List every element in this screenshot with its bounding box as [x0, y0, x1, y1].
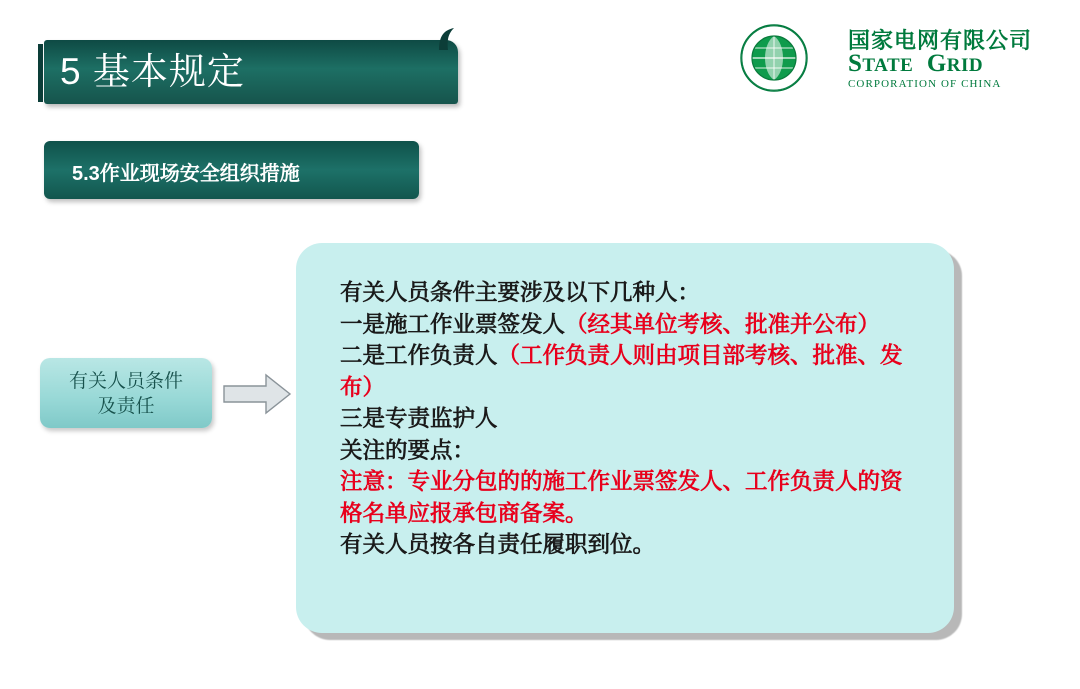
left-label-box	[40, 358, 212, 428]
page-curl-icon	[438, 28, 456, 50]
content-segment: 有关人员按各自责任履职到位。	[340, 532, 656, 557]
content-line	[340, 340, 910, 403]
logo-en-tate: TATE	[862, 55, 914, 76]
content-line	[340, 309, 910, 341]
logo-en-rid: RID	[946, 55, 984, 76]
content-panel	[296, 243, 954, 633]
content-line	[340, 466, 910, 529]
content-segment: 三是专责监护人	[340, 406, 498, 431]
content-line	[340, 403, 910, 435]
left-label-line-2: 及责任	[97, 396, 155, 417]
logo-en-s: S	[848, 50, 863, 77]
left-label-text	[40, 369, 212, 419]
slide-title-group	[38, 40, 458, 108]
content-line	[340, 277, 910, 309]
left-label-line-1: 有关人员条件	[68, 371, 183, 392]
content-segment: （经其单位考核、批准并公布）	[565, 311, 881, 337]
content-segment: （工作负责人则由项目部考核、批准、发布）	[340, 343, 903, 400]
title-accent-tick	[38, 44, 43, 102]
content-segment: 有关人员条件主要涉及以下几种人：	[340, 280, 701, 305]
page-title: 5 基本规定	[60, 51, 245, 92]
content-segment: 关注的要点：	[340, 437, 476, 463]
content-line	[340, 529, 910, 561]
content-segment: 注意：专业分包的的施工作业票签发人、工作负责人的资格名单应报承包商备案。	[340, 469, 903, 526]
subheading-label: 5.3作业现场安全组织措施	[72, 163, 300, 185]
right-arrow-icon	[222, 372, 292, 416]
content-segment: 二是工作负责人	[340, 343, 498, 368]
content-text	[340, 277, 910, 561]
logo-en-g: G	[926, 50, 947, 77]
state-grid-globe-icon	[740, 24, 808, 92]
logo-company-en-sub: CORPORATION OF CHINA	[848, 78, 1002, 90]
state-grid-logo	[740, 22, 1060, 94]
logo-company-en	[848, 50, 983, 78]
subheading-pill	[44, 141, 419, 199]
content-line	[340, 435, 910, 467]
content-segment: 一是施工作业票签发人	[340, 311, 566, 337]
logo-company-cn: 国家电网有限公司	[848, 28, 1033, 53]
